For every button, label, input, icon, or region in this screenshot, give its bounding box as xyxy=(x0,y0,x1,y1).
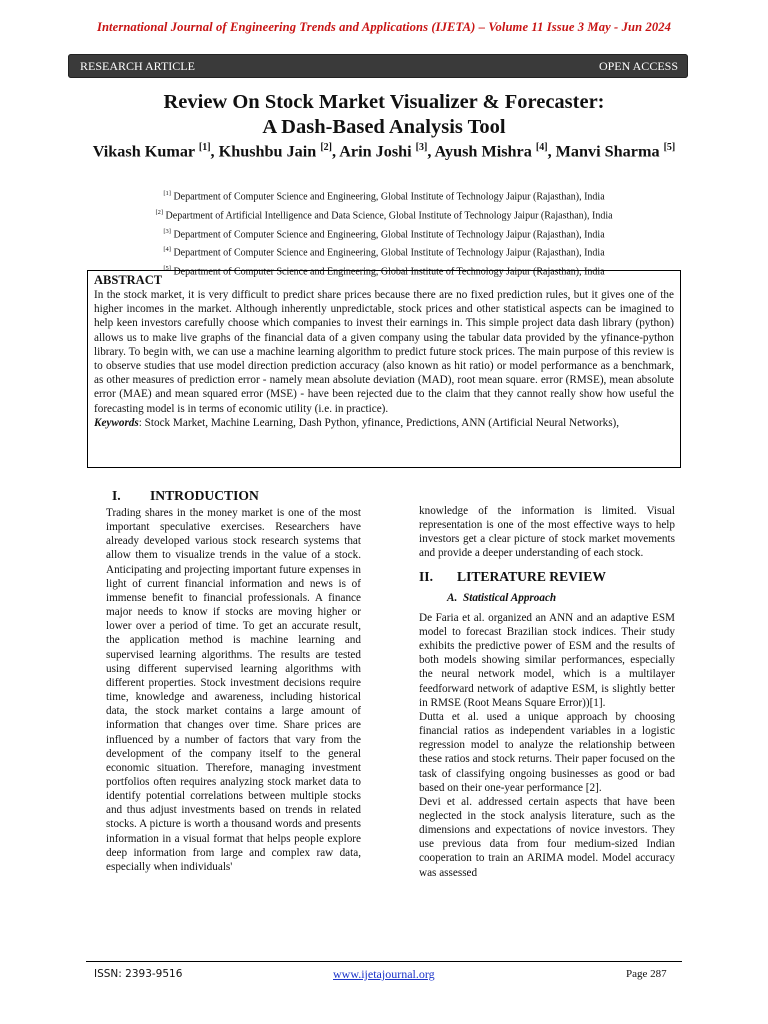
section-number: II. xyxy=(419,568,433,584)
author-name: Vikash Kumar xyxy=(92,142,195,161)
subsection-number: A. xyxy=(447,591,458,604)
keywords-label: Keywords xyxy=(94,416,139,429)
subsection-heading xyxy=(447,591,675,605)
article-type-bar xyxy=(68,54,688,78)
abstract-heading: ABSTRACT xyxy=(94,273,163,287)
author-ref: [2] xyxy=(320,142,332,153)
section-number: I. xyxy=(112,488,121,503)
literature-paragraph: Devi et al. addressed certain aspects that have been neglected in the stock analysis literature, such as the dimensions and expectations of novice investors. They use previous data from four medium-sized Indian cooperation to train an ARIMA model. Model accuracy was assessed xyxy=(419,795,675,879)
literature-paragraph: De Faria et al. organized an ANN and an adaptive ESM model to forecast Brazilian stock indices. Their study exhibits the predictive power of ESM and the results of both models showing similar performances, especially the neural network model, which is a multilayer feedforward network of adaptive ESM, is slightly better in RMSE (Root Means Square Error))[1]. xyxy=(419,611,675,709)
affiliation-ref: [1] xyxy=(163,190,171,197)
affiliation-ref: [5] xyxy=(163,265,171,273)
open-access-label: OPEN ACCESS xyxy=(598,59,678,73)
affiliation-text: Department of Computer Science and Engineering, Global Institute of Technology Jaipur (Rajasthan), India xyxy=(173,247,605,259)
literature-paragraph: Dutta et al. used a unique approach by choosing financial ratios as independent variables in a logistic regression model to analyze the relationship between these ratios and stock returns. Their paper focused on the task of classifying ongoing businesses as good or bad based on their one-year performance [2]. xyxy=(419,710,675,794)
section-title: LITERATURE REVIEW xyxy=(457,568,606,584)
affiliation-ref: [4] xyxy=(163,246,171,254)
footer-divider xyxy=(86,961,682,962)
right-column xyxy=(419,504,675,880)
title-line-2: A Dash-Based Analysis Tool xyxy=(262,116,506,138)
paper-title xyxy=(60,90,708,140)
affiliation-text: Department of Artificial Intelligence and Data Science, Global Institute of Technology Jaipur (Rajasthan), India xyxy=(165,210,613,222)
section-heading-literature-review xyxy=(419,569,675,585)
abstract-box xyxy=(87,270,681,468)
footer-page-number: Page 287 xyxy=(626,968,667,980)
affiliation-ref: [2] xyxy=(155,208,164,216)
keywords xyxy=(94,416,674,430)
affiliation xyxy=(60,242,708,261)
author-name: Arin Joshi xyxy=(339,142,412,161)
affiliation-text: Department of Computer Science and Engineering, Global Institute of Technology Jaipur (Rajasthan), India xyxy=(173,266,605,278)
footer-issn: ISSN: 2393-9516 xyxy=(94,968,183,980)
author-ref: [5] xyxy=(663,142,676,153)
article-type-label: RESEARCH ARTICLE xyxy=(80,59,195,73)
affiliation-text: Department of Computer Science and Engineering, Global Institute of Technology Jaipur (Rajasthan), India xyxy=(173,228,605,240)
left-column xyxy=(106,488,361,874)
intro-continued-paragraph: knowledge of the information is limited. Visual representation is one of the most effective ways to help investors get a clear picture of stock market movements and provide a deeper understanding of each stock. xyxy=(419,505,675,560)
author-ref: [3] xyxy=(415,142,428,153)
keywords-text: : Stock Market, Machine Learning, Dash Python, yfinance, Predictions, ANN (Artificial Neural Networks), xyxy=(138,416,620,429)
section-heading-introduction xyxy=(106,488,361,504)
footer-journal-link[interactable]: www.ijetajournal.org xyxy=(333,967,435,981)
author-list: Vikash Kumar [1], Khushbu Jain [2], Arin Joshi [3], Ayush Mishra [4], Manvi Sharma [5] xyxy=(92,142,676,161)
affiliation xyxy=(60,224,708,243)
title-line-1: Review On Stock Market Visualizer & Forecaster: xyxy=(163,91,605,113)
affiliation-ref: [3] xyxy=(163,227,171,235)
abstract-body: In the stock market, it is very difficult to predict share prices because there are no fixed prediction rules, but it gives one of the higher incomes in the market. Although inherently unpredictable, stock prices and other statistical aspects can be imagined to help keen investors carefully choose which companies to invest their earnings in. This simple project data dash library (python) allows us to make live graphs of the financial data of a given company using the tabular data provided by the yfinance-python library. To begin with, we can use a machine learning algorithm to predict future stock prices. The main purpose of this review is to observe studies that use model direction prediction accuracy (also known as hit ratio) or model performance as a benchmark, as other measures of prediction error - namely mean absolute deviation (MAD), root mean square. error (RMSE), mean absolute error (MAE) and mean squared error (MSE) - have been rejected due to the claim that they cannot really show how useful the forecasting model is in terms of economic utility (i.e. in practice). xyxy=(94,289,674,415)
author-ref: [1] xyxy=(198,142,211,153)
intro-paragraph: Trading shares in the money market is one of the most important speculative exercises. Researchers have already developed various stock research systems that allow them to visualize trends in the value of a stock. Anticipating and projecting important future expenses in light of current financial information and news is of immense benefit to financial professionals. A finance major needs to know if stocks are moving higher or lower over a period of time. To get an accurate result, the application method is machine learning and supervised learning algorithms. The results are tested using different supervised learning algorithms with different properties. Stock investment decisions require time, knowledge and awareness, including historical data, the stock market contains a large amount of information that changes over time. Share prices are influenced by a number of factors that vary from the development of the company itself to the general economic situation. Therefore, managing investment portfolios often requires analyzing stock market data to identify potential correlations between multiple stocks and thus adjust investments based on trends in related stocks. A picture is worth a thousand words and presents information in a visual format that helps people explore deep information from large and complex raw data, especially when individuals' xyxy=(106,507,361,873)
subsection-title: Statistical Approach xyxy=(463,591,557,604)
author-name: Manvi Sharma xyxy=(555,142,660,161)
author-name: Khushbu Jain xyxy=(218,142,317,161)
section-title: INTRODUCTION xyxy=(150,488,259,503)
affiliation xyxy=(60,205,708,224)
affiliation xyxy=(60,186,708,205)
affiliation-list xyxy=(60,186,708,280)
journal-header: International Journal of Engineering Trends and Applications (IJETA) – Volume 11 Issue 3 May - Jun 2024 xyxy=(96,20,672,34)
author-name: Ayush Mishra xyxy=(434,142,532,161)
author-ref: [4] xyxy=(535,142,548,153)
affiliation-text: Department of Computer Science and Engineering, Global Institute of Technology Jaipur (Rajasthan), India xyxy=(173,191,605,203)
